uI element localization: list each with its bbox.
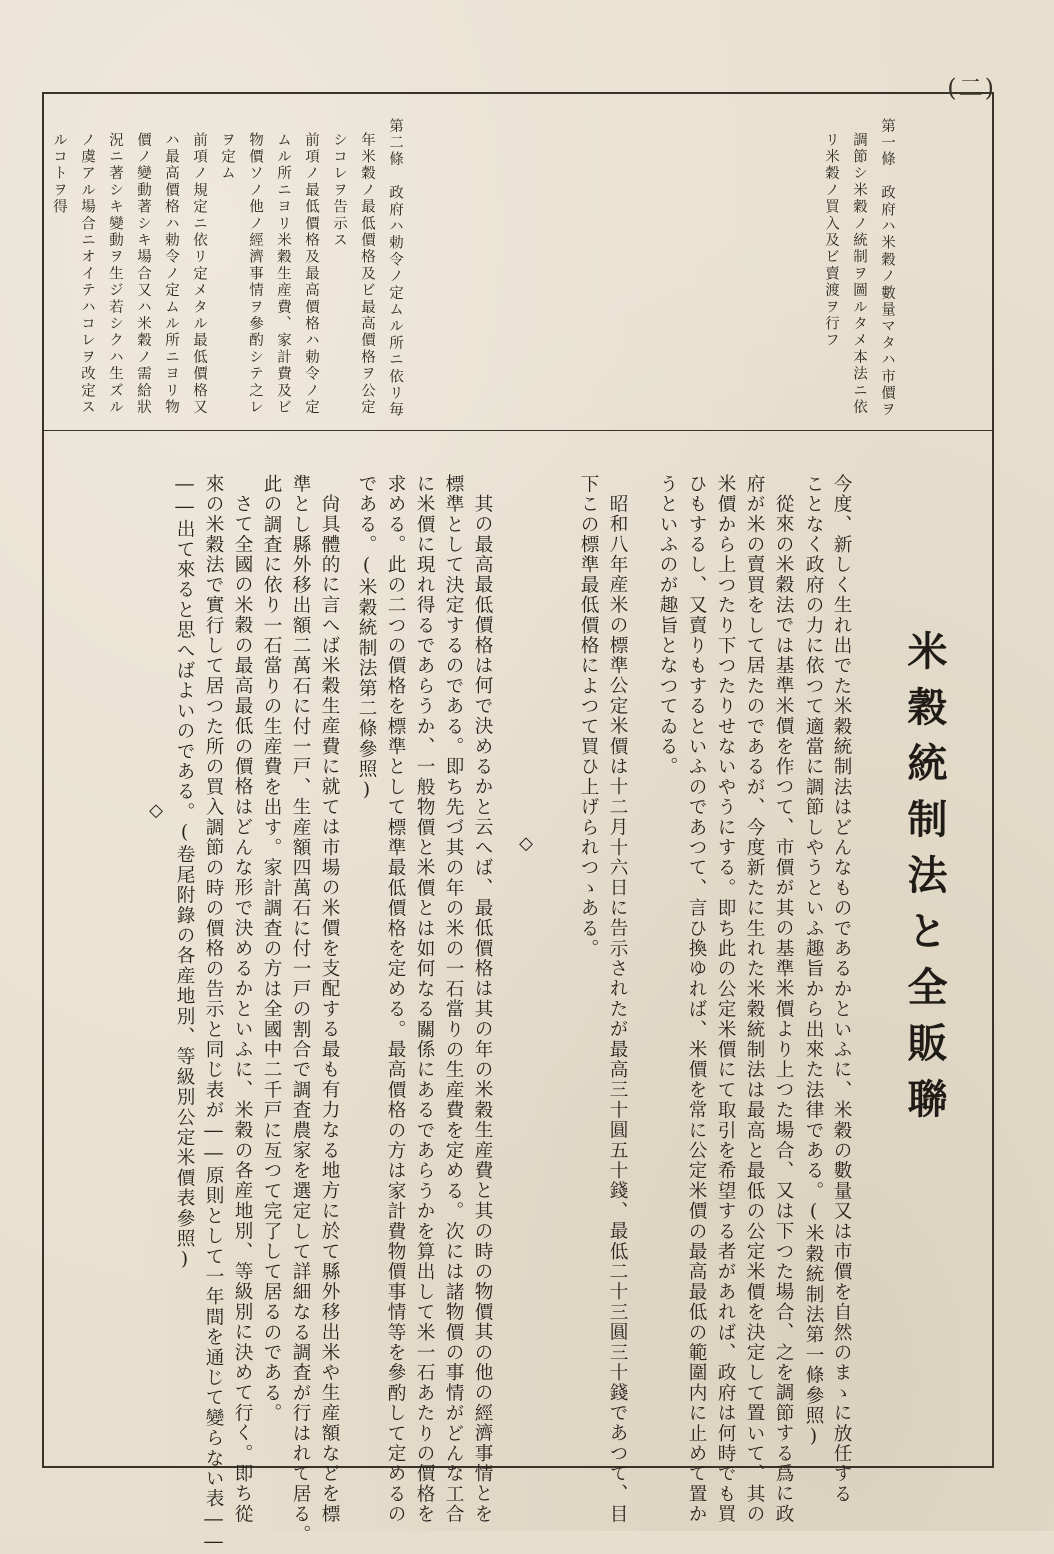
body-line: さて全國の米穀の最高最低の價格はどんな形で決めるかといふに、米穀の各産地別、等級別に決めて行く。即ち從 — [232, 494, 253, 1525]
body-line: 此の調査に依り一石當りの生産費を出す。家計調査の方は全國中二千戸に亙つて完了して居るのである。 — [261, 474, 282, 1424]
law-article2-line: 前項ノ最低價格及最高價格ハ勅令ノ定 — [303, 132, 319, 416]
body-line: うといふのが趣旨となつてゐる。 — [657, 474, 678, 777]
law-article2-line: ハ最高價格ハ勅令ノ定ムル所ニヨリ物 — [163, 132, 179, 416]
body-line: 米價から上つたり下つたりせないやうにする。即ち此の公定米價にて取引を希望する者があれば、政府は何時でも買 — [715, 474, 736, 1525]
body-line: ――出て來ると思へばよいのである。(卷尾附錄の各産地別、等級別公定米價表參照) — [174, 474, 195, 1272]
body-line: 昭和八年産米の標準公定米價は十二月十六日に告示されたが最高三十圓五十錢、最低二十三圓三十錢であつて、目 — [607, 494, 628, 1525]
body-line: 其の最高最低價格は何で決めるかと云へば、最低價格は其の年の米穀生産費と其の時の物價其の他の經濟事情とを — [472, 494, 493, 1525]
law-article1 — [880, 118, 895, 419]
section-divider — [42, 430, 994, 431]
law-article2-title: 第二條 — [387, 118, 403, 169]
body-line: ひもするし、又賣りもするといふのであつて、言ひ換ゆれば、米價を常に公定米價の最高最低の範圍内に止めて置か — [686, 474, 707, 1525]
law-article1-line: 政府ハ米穀ノ數量マタハ市價ヲ — [879, 184, 895, 419]
law-article2 — [388, 118, 403, 419]
body-line: である。(米穀統制法第二條參照) — [356, 474, 377, 802]
body-line: 來の米穀法で實行して居つた所の買入調節の時の價格の告示と同じ表が――原則として一年間を通じて變らない表―― — [203, 474, 224, 1554]
body-line: 今度、新しく生れ出でた米穀統制法はどんなものであるかといふに、米穀の數量又は市價を自然のまゝに放任する — [831, 474, 852, 1505]
law-article1-line: 調節シ米穀ノ統制ヲ圖ルタメ本法ニ依 — [851, 132, 867, 416]
body-line: 求める。此の二つの價格を標準として標準最低價格を定める。最高價格の方は家計費物價事情等を參酌して定めるの — [385, 474, 406, 1525]
page-number: (二) — [947, 74, 996, 102]
law-article1-line: リ米穀ノ買入及ビ賣渡ヲ行フ — [823, 132, 839, 350]
body-line: 從來の米穀法では基準米價を作つて、市價が其の基準米價より上つた場合、又は下つた場合、之を調節する爲に政 — [773, 494, 794, 1525]
body-line: 下この標準最低價格によつて買ひ上げられつゝある。 — [578, 474, 599, 959]
law-article2-line: シコレヲ告示ス — [331, 132, 347, 249]
law-article2-line: ルコトヲ得 — [51, 132, 67, 216]
law-article2-line: 物價ソノ他ノ經濟事情ヲ參酌シテ之レ — [247, 132, 263, 416]
body-line: 府が米の賣買をして居たのであるが、今度新たに生れた米穀統制法は最高と最低の公定米價を決定して置いて、其の — [744, 474, 765, 1525]
law-article2-line: ヲ定ム — [219, 132, 235, 183]
law-article2-line: 前項ノ規定ニ依リ定メタル最低價格又 — [191, 132, 207, 416]
section-divider-diamond: ◇ — [519, 833, 533, 854]
body-line: に米價に現れ得るであらうか、一般物價と米價とは如何なる關係にあるであらうかを算出して米一石あたりの價格を — [414, 474, 435, 1525]
article-heading: 米穀統制法と全販聯 — [901, 630, 948, 1134]
law-article2-line: 價ノ變動著シキ場合又ハ米穀ノ需給狀 — [135, 132, 151, 416]
body-line: 尙具體的に言へば米穀生産費に就ては市場の米價を支配する最も有力なる地方に於て縣外移出米や生産額などを標 — [319, 494, 340, 1525]
law-article2-line: 年米穀ノ最低價格及ビ最高價格ヲ公定 — [359, 132, 375, 416]
law-article1-title: 第一條 — [879, 118, 895, 169]
body-line: ことなく政府の力に依つて適當に調節しやうといふ趣旨から出來た法律である。(米穀統制法第一條參照) — [803, 474, 824, 1449]
law-article2-line: 況ニ著シキ變動ヲ生ジ若シクハ生ズル — [107, 132, 123, 416]
body-line: 標準として決定するのである。即ち先づ其の年の米の一石當りの生産費を定める。次には諸物價の事情がどんな工合 — [443, 474, 464, 1525]
law-article2-line: ノ虞アル場合ニオイテハコレヲ改定ス — [79, 132, 95, 416]
end-diamond: ◇ — [149, 800, 163, 821]
law-article2-line: 政府ハ勅令ノ定ムル所ニ依リ毎 — [387, 184, 403, 419]
law-article2-line: ムル所ニヨリ米穀生産費、家計費及ビ — [275, 132, 291, 416]
body-line: 準とし縣外移出額二萬石に付一戸、生産額四萬石に付一戸の割合で調査農家を選定して詳細なる調査が行はれて居る。 — [290, 474, 311, 1545]
